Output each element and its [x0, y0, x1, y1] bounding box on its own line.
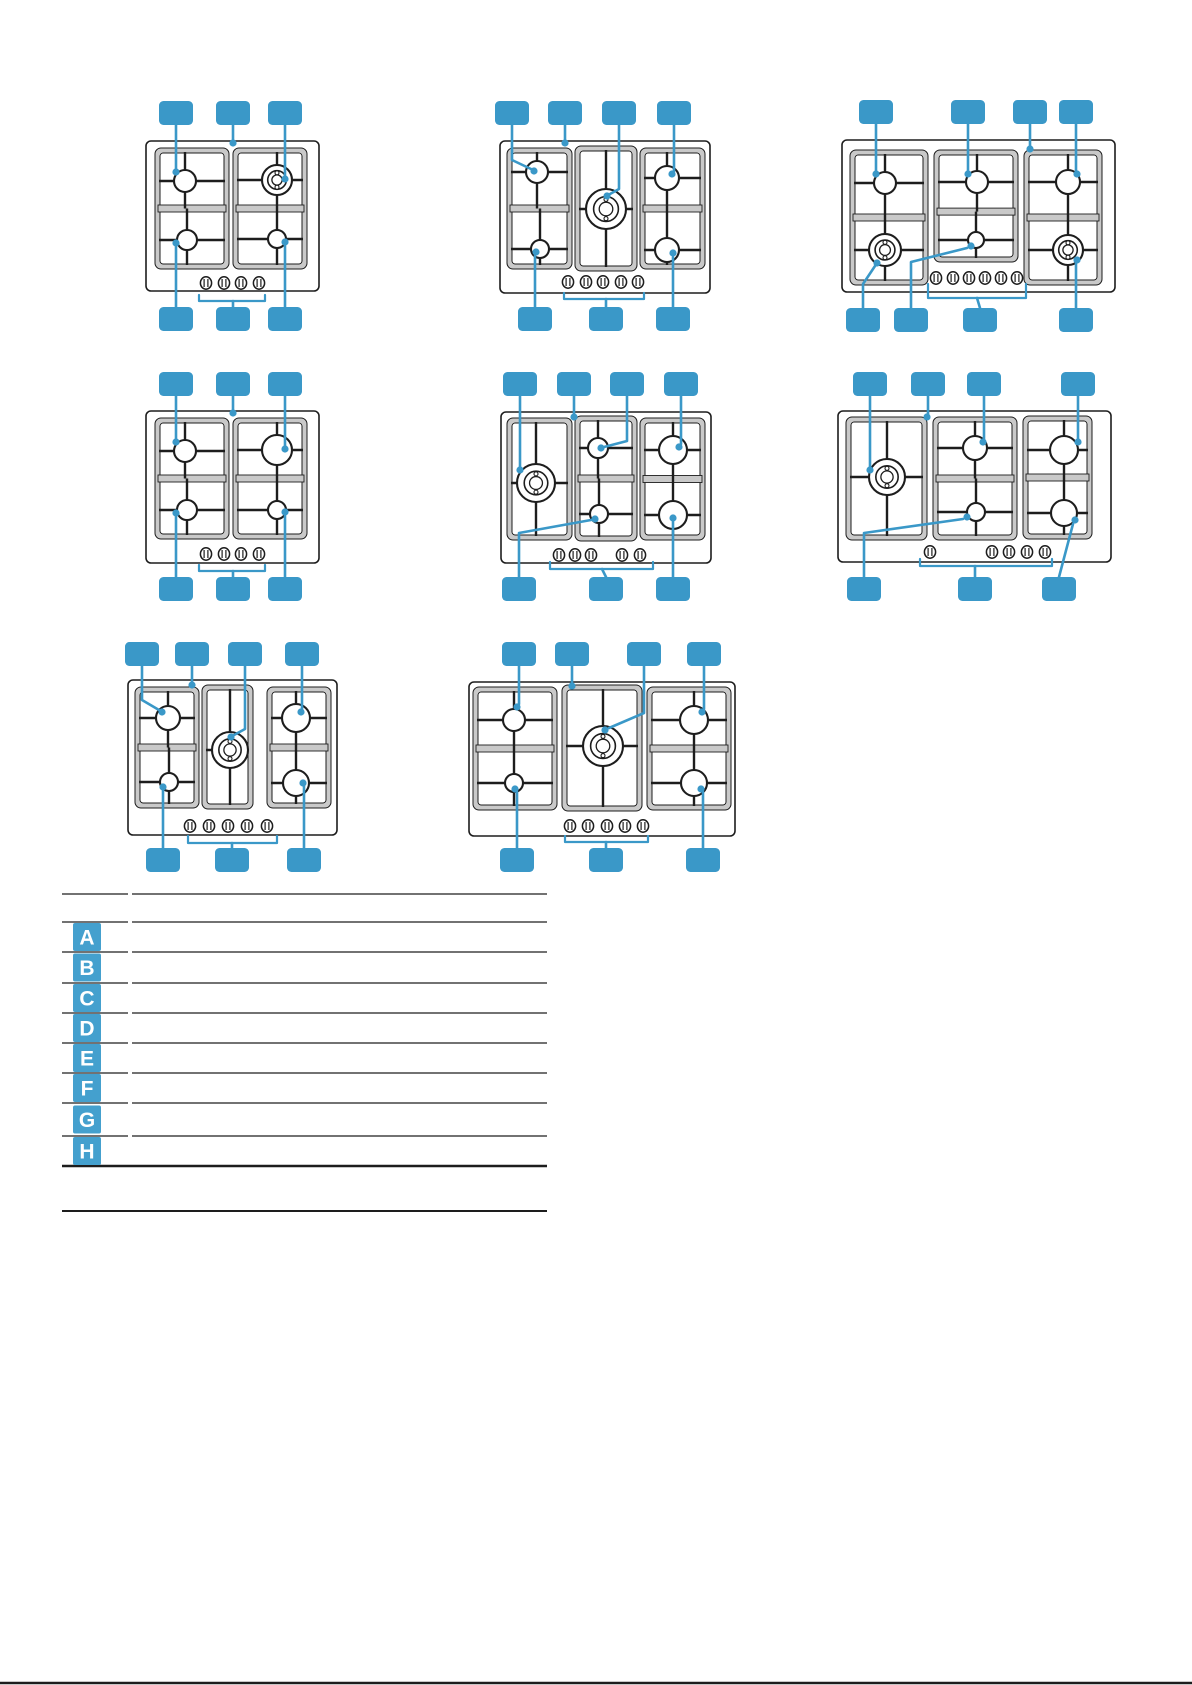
- callout-box: [216, 307, 250, 331]
- section-divider: [1027, 214, 1099, 221]
- knob-icon: [218, 277, 229, 289]
- knob-icon: [580, 276, 591, 288]
- callout-dot: [873, 259, 880, 266]
- legend-badge-letter: E: [79, 1047, 95, 1071]
- callout-dot: [923, 413, 930, 420]
- callout-box: [175, 642, 209, 666]
- knob-icon: [615, 276, 626, 288]
- callout-dot: [1073, 256, 1080, 263]
- callout-dot: [963, 513, 970, 520]
- legend-badge-letter: F: [80, 1077, 94, 1101]
- knob-icon: [218, 548, 229, 560]
- callout-box: [686, 848, 720, 872]
- callout-dot: [1026, 145, 1033, 152]
- knob-icon: [253, 548, 264, 560]
- knob-outline: [253, 277, 264, 289]
- knob-outline: [930, 272, 941, 284]
- wok-detail-dot: [534, 490, 538, 494]
- callout-dot: [229, 409, 236, 416]
- callout-box: [911, 372, 945, 396]
- callout-box: [602, 101, 636, 125]
- legend-row-C: [73, 984, 101, 1012]
- wok-detail-dot: [534, 472, 538, 476]
- knob-icon: [619, 820, 630, 832]
- legend-row-H: [73, 1137, 101, 1165]
- knob-icon: [562, 276, 573, 288]
- knob-outline: [562, 276, 573, 288]
- callout-box: [853, 372, 887, 396]
- callout-box: [268, 577, 302, 601]
- callout-box: [125, 642, 159, 666]
- knob-outline: [184, 820, 195, 832]
- callout-box: [656, 307, 690, 331]
- knob-outline: [947, 272, 958, 284]
- knob-outline: [619, 820, 630, 832]
- legend-badge-letter: B: [79, 957, 95, 980]
- callout-box: [548, 101, 582, 125]
- callout-box: [967, 372, 1001, 396]
- knob-icon: [601, 820, 612, 832]
- burner-wok: [869, 459, 905, 495]
- callout-dot: [675, 443, 682, 450]
- section-divider: [650, 745, 728, 752]
- callout-dot: [866, 466, 873, 473]
- callout-dot: [872, 170, 879, 177]
- knob-icon: [261, 820, 272, 832]
- knob-icon: [241, 820, 252, 832]
- callout-box: [1013, 100, 1047, 124]
- knob-icon: [200, 277, 211, 289]
- knob-outline: [580, 276, 591, 288]
- section-divider: [853, 214, 925, 221]
- knob-icon: [979, 272, 990, 284]
- callout-dot: [511, 785, 518, 792]
- wok-detail-dot: [883, 256, 887, 260]
- burner-wok: [869, 234, 901, 266]
- callout-box: [1059, 308, 1093, 332]
- knob-outline: [986, 546, 997, 558]
- callout-box: [215, 848, 249, 872]
- hob-6: [838, 372, 1111, 601]
- callout-box: [589, 577, 623, 601]
- knob-outline: [222, 820, 233, 832]
- callout-dot: [967, 242, 974, 249]
- callout-dot: [159, 783, 166, 790]
- wok-outer-ring: [869, 234, 901, 266]
- callout-dot: [597, 444, 604, 451]
- knob-icon: [963, 272, 974, 284]
- knob-outline: [200, 277, 211, 289]
- burner-normal: [659, 436, 687, 464]
- knob-outline: [582, 820, 593, 832]
- wok-detail-dot: [275, 171, 279, 175]
- callout-dot: [561, 139, 568, 146]
- hob-2: [495, 101, 710, 331]
- callout-knob-bracket: [564, 293, 644, 299]
- wok-detail-dot: [275, 185, 279, 189]
- knob-icon: [947, 272, 958, 284]
- callout-dot: [601, 726, 608, 733]
- wok-detail-dot: [883, 240, 887, 244]
- knob-outline: [569, 549, 580, 561]
- burner-normal: [655, 166, 679, 190]
- callout-box: [687, 642, 721, 666]
- knob-outline: [241, 820, 252, 832]
- section-divider: [643, 205, 702, 212]
- callout-dot: [698, 708, 705, 715]
- callout-box: [1061, 372, 1095, 396]
- callout-box: [589, 848, 623, 872]
- section-divider: [158, 205, 226, 212]
- callout-box: [555, 642, 589, 666]
- callout-dot: [281, 508, 288, 515]
- callout-dot: [172, 438, 179, 445]
- callout-box: [285, 642, 319, 666]
- knob-icon: [1039, 546, 1050, 558]
- callout-box: [268, 307, 302, 331]
- callout-dot: [516, 466, 523, 473]
- knob-icon: [569, 549, 580, 561]
- callout-box: [159, 307, 193, 331]
- callout-dot: [697, 785, 704, 792]
- callout-dot: [281, 238, 288, 245]
- hob-4: [146, 372, 319, 601]
- wok-detail-dot: [885, 466, 889, 470]
- knob-outline: [637, 820, 648, 832]
- knob-icon: [200, 548, 211, 560]
- knob-icon: [986, 546, 997, 558]
- knob-outline: [632, 276, 643, 288]
- legend-badge-letter: H: [79, 1140, 95, 1164]
- legend-badge-letter: A: [79, 926, 95, 950]
- callout-dot: [172, 509, 179, 516]
- knob-outline: [963, 272, 974, 284]
- callout-box: [958, 577, 992, 601]
- callout-knob-bracket: [199, 565, 265, 571]
- callout-dot: [603, 192, 610, 199]
- legend-row-B: [73, 954, 101, 982]
- callout-dot: [158, 708, 165, 715]
- legend-row-F: [73, 1074, 101, 1102]
- callout-box: [610, 372, 644, 396]
- callout-box: [627, 642, 661, 666]
- callout-box: [846, 308, 880, 332]
- callout-dot: [532, 248, 539, 255]
- callout-box: [502, 577, 536, 601]
- wok-detail-dot: [1066, 241, 1070, 245]
- knob-outline: [203, 820, 214, 832]
- callout-dot: [172, 239, 179, 246]
- knob-icon: [585, 549, 596, 561]
- knob-icon: [222, 820, 233, 832]
- callout-dot: [297, 708, 304, 715]
- wok-detail-dot: [1066, 255, 1070, 259]
- callout-box: [159, 577, 193, 601]
- knob-icon: [1003, 546, 1014, 558]
- knob-icon: [253, 277, 264, 289]
- knob-outline: [979, 272, 990, 284]
- callout-box: [557, 372, 591, 396]
- knob-outline: [253, 548, 264, 560]
- knob-outline: [218, 277, 229, 289]
- knob-outline: [585, 549, 596, 561]
- callout-box: [502, 642, 536, 666]
- section-divider: [158, 475, 226, 482]
- section-divider: [236, 205, 304, 212]
- knob-icon: [582, 820, 593, 832]
- knob-outline: [995, 272, 1006, 284]
- legend-badge-letter: D: [79, 1017, 95, 1041]
- callout-dot: [227, 733, 234, 740]
- legend-row-A: [73, 923, 101, 951]
- callout-dot: [172, 168, 179, 175]
- knob-outline: [616, 549, 627, 561]
- knob-icon: [553, 549, 564, 561]
- hob-1: [146, 101, 319, 331]
- callout-dot: [1071, 516, 1078, 523]
- callout-dot: [964, 170, 971, 177]
- burner-normal: [503, 709, 525, 731]
- knob-icon: [924, 546, 935, 558]
- callout-dot: [281, 445, 288, 452]
- hob-8: [469, 642, 735, 872]
- callout-dot: [979, 438, 986, 445]
- callout-dot: [530, 167, 537, 174]
- callout-box: [664, 372, 698, 396]
- legend-row-G: [73, 1106, 101, 1134]
- knob-icon: [632, 276, 643, 288]
- knob-outline: [1003, 546, 1014, 558]
- wok-detail-dot: [885, 484, 889, 488]
- callout-line: [602, 569, 606, 577]
- callout-dot: [1073, 170, 1080, 177]
- section-divider: [236, 475, 304, 482]
- knob-icon: [184, 820, 195, 832]
- legend-row-D: [73, 1014, 101, 1042]
- knob-icon: [597, 276, 608, 288]
- callout-box: [216, 372, 250, 396]
- knob-outline: [1021, 546, 1032, 558]
- wok-detail-dot: [601, 734, 605, 738]
- callout-dot: [1074, 438, 1081, 445]
- callout-box: [268, 372, 302, 396]
- knob-icon: [930, 272, 941, 284]
- callout-box: [657, 101, 691, 125]
- knob-outline: [1011, 272, 1022, 284]
- callout-box: [518, 307, 552, 331]
- knob-icon: [564, 820, 575, 832]
- knob-outline: [235, 548, 246, 560]
- callout-knob-bracket: [199, 295, 265, 301]
- callout-box: [495, 101, 529, 125]
- wok-detail-dot: [228, 757, 232, 761]
- knob-outline: [1039, 546, 1050, 558]
- callout-dot: [669, 249, 676, 256]
- section-divider: [1026, 474, 1089, 481]
- knob-outline: [634, 549, 645, 561]
- callout-box: [1059, 100, 1093, 124]
- hob-5: [501, 372, 711, 601]
- section-divider: [578, 475, 634, 482]
- callout-box: [500, 848, 534, 872]
- burner-normal: [177, 230, 197, 250]
- callout-box: [951, 100, 985, 124]
- callout-box: [146, 848, 180, 872]
- burner-normal: [655, 238, 679, 262]
- knob-outline: [235, 277, 246, 289]
- knob-icon: [235, 277, 246, 289]
- callout-box: [159, 372, 193, 396]
- knob-outline: [597, 276, 608, 288]
- callout-box: [228, 642, 262, 666]
- callout-box: [216, 101, 250, 125]
- callout-box: [216, 577, 250, 601]
- callout-dot: [229, 139, 236, 146]
- knob-icon: [634, 549, 645, 561]
- knob-icon: [637, 820, 648, 832]
- knob-outline: [261, 820, 272, 832]
- burner-normal: [282, 704, 310, 732]
- callout-dot: [299, 779, 306, 786]
- burner-normal: [531, 240, 549, 258]
- callout-box: [159, 101, 193, 125]
- callout-box: [1042, 577, 1076, 601]
- callout-dot: [513, 703, 520, 710]
- knob-icon: [1011, 272, 1022, 284]
- callout-dot: [281, 175, 288, 182]
- knob-icon: [1021, 546, 1032, 558]
- burner-normal: [1050, 436, 1078, 464]
- callout-box: [894, 308, 928, 332]
- knob-outline: [615, 276, 626, 288]
- callout-box: [859, 100, 893, 124]
- legend-row-E: [73, 1044, 101, 1072]
- legend-badge-letter: C: [79, 987, 95, 1011]
- legend-badge-letter: G: [78, 1109, 96, 1132]
- callout-box: [589, 307, 623, 331]
- callout-box: [847, 577, 881, 601]
- callout-dot: [669, 514, 676, 521]
- legend-table: [62, 894, 547, 1211]
- hob-3: [842, 100, 1115, 332]
- knob-outline: [924, 546, 935, 558]
- callout-box: [287, 848, 321, 872]
- callout-dot: [668, 170, 675, 177]
- knob-icon: [203, 820, 214, 832]
- knob-icon: [995, 272, 1006, 284]
- callout-box: [268, 101, 302, 125]
- knob-outline: [564, 820, 575, 832]
- callout-dot: [570, 413, 577, 420]
- wok-detail-dot: [601, 754, 605, 758]
- callout-box: [963, 308, 997, 332]
- wok-detail-dot: [604, 217, 608, 221]
- knob-icon: [235, 548, 246, 560]
- knob-outline: [218, 548, 229, 560]
- burner-normal: [177, 500, 197, 520]
- callout-line: [977, 298, 980, 308]
- wok-outer-ring: [869, 459, 905, 495]
- callout-dot: [591, 515, 598, 522]
- knob-icon: [616, 549, 627, 561]
- hob-7: [125, 642, 337, 872]
- knob-outline: [553, 549, 564, 561]
- knob-outline: [200, 548, 211, 560]
- callout-box: [503, 372, 537, 396]
- section-divider: [270, 744, 328, 751]
- callout-dot: [188, 681, 195, 688]
- callout-dot: [568, 682, 575, 689]
- callout-box: [656, 577, 690, 601]
- knob-outline: [601, 820, 612, 832]
